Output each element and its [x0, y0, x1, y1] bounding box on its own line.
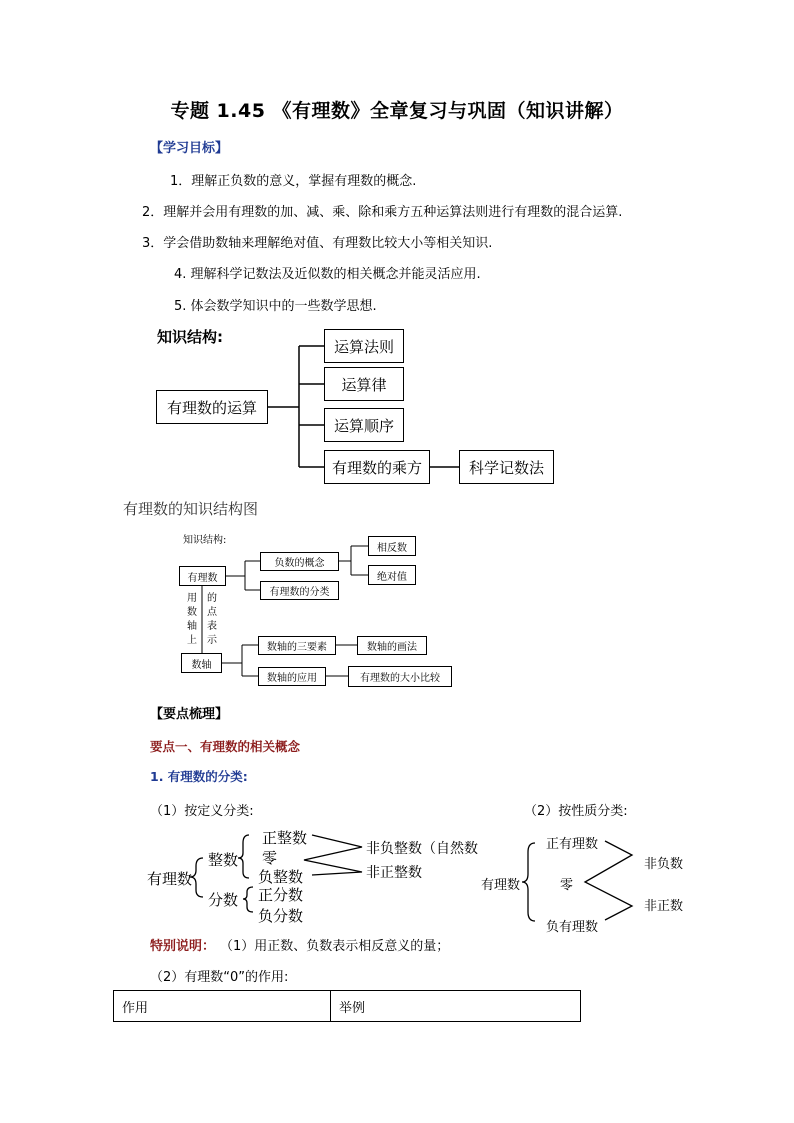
def-negative-integer: 负整数 — [258, 868, 304, 886]
goal-item-5: 5. 体会数学知识中的一些数学思想. — [174, 299, 377, 314]
vchar: 示 — [207, 635, 217, 646]
node-operation-order: 运算顺序 — [324, 408, 404, 442]
classify-by-definition-label: （1）按定义分类: — [150, 804, 254, 819]
prop-non-positive: 非正数 — [644, 899, 684, 914]
goal-item-4: 4. 理解科学记数法及近似数的相关概念并能灵活应用. — [174, 267, 481, 282]
def-negative-fraction: 负分数 — [258, 907, 304, 925]
node-rational-number: 有理数 — [179, 566, 226, 586]
def-positive-integer: 正整数 — [262, 829, 308, 847]
def-non-positive-integer: 非正整数 — [366, 865, 422, 881]
keypoints-header: 【要点梳理】 — [150, 707, 229, 722]
def-fraction: 分数 — [208, 891, 239, 909]
prop-root-rational: 有理数 — [481, 878, 521, 893]
vchar: 上 — [187, 635, 197, 646]
vchar: 的 — [207, 593, 217, 604]
vchar: 轴 — [187, 621, 197, 632]
node-number-axis: 数轴 — [181, 653, 222, 673]
zero-role-table — [113, 990, 581, 1022]
page-title: 专题 1.45 《有理数》全章复习与巩固（知识讲解） — [170, 100, 624, 122]
table-header-role: 作用 — [114, 991, 331, 1022]
classify-by-property-label: （2）按性质分类: — [524, 804, 628, 819]
table-row — [114, 991, 581, 1022]
note-1: （1）用正数、负数表示相反意义的量； — [220, 939, 450, 954]
node-opposite-number: 相反数 — [368, 536, 416, 556]
node-power: 有理数的乘方 — [324, 450, 430, 484]
node-operation-rules: 运算法则 — [324, 329, 404, 363]
vchar: 数 — [187, 607, 197, 618]
def-zero: 零 — [262, 849, 278, 867]
node-axis-application: 数轴的应用 — [258, 667, 326, 686]
note-label: 特别说明： — [150, 939, 216, 954]
goal-item-2: 2．理解并会用有理数的加、减、乘、除和乘方五种运算法则进行有理数的混合运算. — [142, 205, 623, 220]
note-2: （2）有理数“0”的作用: — [150, 970, 289, 985]
node-classification: 有理数的分类 — [260, 581, 339, 600]
vchar: 表 — [207, 621, 217, 632]
prop-non-negative: 非负数 — [644, 857, 684, 872]
node-scientific-notation: 科学记数法 — [459, 450, 554, 484]
node-axis-drawing: 数轴的画法 — [357, 636, 427, 655]
node-rational-operations: 有理数的运算 — [156, 390, 268, 424]
subsection-1-title: 1. 有理数的分类: — [150, 769, 248, 784]
diagram1-label: 知识结构: — [157, 328, 223, 346]
table-header-example: 举例 — [331, 991, 581, 1022]
keypoint-1-title: 要点一、有理数的相关概念 — [150, 739, 301, 754]
vchar: 用 — [187, 593, 197, 604]
node-operation-laws: 运算律 — [324, 367, 404, 401]
prop-negative-rational: 负有理数 — [546, 920, 599, 935]
diagram2-caption: 有理数的知识结构图 — [123, 500, 259, 518]
def-integer: 整数 — [208, 851, 239, 869]
goal-item-1: 1．理解正负数的意义，掌握有理数的概念. — [170, 174, 417, 189]
goal-item-3: 3．学会借助数轴来理解绝对值、有理数比较大小等相关知识. — [142, 236, 493, 251]
node-axis-three-elements: 数轴的三要素 — [258, 636, 336, 655]
prop-zero: 零 — [560, 878, 574, 893]
vchar: 点 — [207, 607, 217, 618]
node-size-comparison: 有理数的大小比较 — [348, 666, 452, 687]
node-negative-concept: 负数的概念 — [260, 552, 339, 571]
goals-header: 【学习目标】 — [150, 141, 229, 156]
node-absolute-value: 绝对值 — [368, 565, 416, 585]
def-positive-fraction: 正分数 — [258, 886, 304, 904]
def-root-rational: 有理数 — [147, 870, 193, 888]
prop-positive-rational: 正有理数 — [546, 837, 599, 852]
def-non-negative-integer: 非负整数（自然数 — [366, 841, 478, 857]
diagram2-label: 知识结构: — [183, 535, 227, 546]
